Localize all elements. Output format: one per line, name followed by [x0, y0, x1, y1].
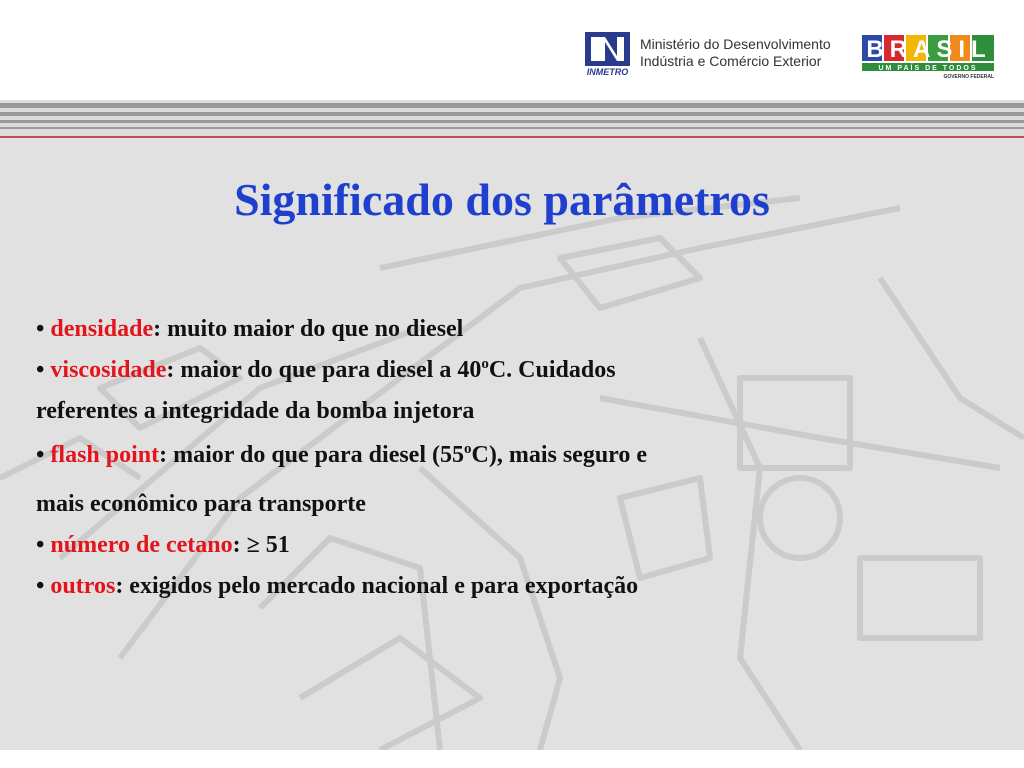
stripe [0, 112, 1024, 116]
bullet-viscosidade [36, 350, 936, 391]
ministry-line-2: Indústria e Comércio Exterior [640, 53, 822, 69]
brasil-logo-tagline: UM PAÍS DE TODOS [878, 65, 978, 72]
bullet-marker: • [36, 573, 45, 599]
bullet-marker: • [36, 357, 45, 383]
bullet-term: número de cetano [50, 532, 233, 558]
header-stripes [0, 100, 1024, 136]
bullet-continuation: mais econômico para transporte [36, 491, 366, 517]
bullet-text: : ≥ 51 [232, 532, 290, 558]
bullet-text: : exigidos pelo mercado nacional e para exportação [115, 573, 639, 599]
bullet-text: : muito maior do que no diesel [153, 316, 464, 342]
bullet-text: : maior do que para diesel a 40 [166, 357, 482, 383]
ministry-name [640, 36, 855, 70]
stripe [0, 103, 1024, 108]
bullet-list [36, 309, 936, 607]
bullet-flash-point [36, 432, 936, 484]
bullet-marker: • [36, 316, 45, 342]
brasil-logo-sub: GOVERNO FEDERAL [943, 74, 994, 79]
bullet-term: viscosidade [50, 357, 167, 383]
bullet-numero-de-cetano [36, 525, 936, 566]
header-bar [0, 0, 1024, 100]
stripe [0, 120, 1024, 123]
bullet-term: densidade [50, 316, 154, 342]
brasil-logo-word: BRASIL [866, 36, 992, 63]
bullet-text-after: C), mais seguro e [471, 442, 648, 468]
inmetro-logo [585, 32, 630, 78]
stripe [0, 127, 1024, 129]
bullet-densidade [36, 309, 936, 350]
bullet-term: outros [50, 573, 116, 599]
bullet-text-after: C. Cuidados [488, 357, 616, 383]
bullet-marker: • [36, 442, 45, 468]
brasil-logo [862, 33, 996, 79]
slide-title: Significado dos parâmetros [234, 174, 770, 225]
degree-superscript: o [464, 441, 472, 457]
inmetro-logo-text: INMETRO [586, 67, 629, 77]
bullet-term: flash point [50, 442, 160, 468]
footer-band [0, 750, 1024, 768]
ministry-line-1: Ministério do Desenvolvimento [640, 36, 831, 52]
bullet-outros [36, 566, 936, 607]
bullet-text: : maior do que para diesel (55 [159, 442, 464, 468]
bullet-marker: • [36, 532, 45, 558]
bullet-continuation: referentes a integridade da bomba injetora [36, 398, 475, 424]
degree-superscript: o [481, 356, 489, 372]
